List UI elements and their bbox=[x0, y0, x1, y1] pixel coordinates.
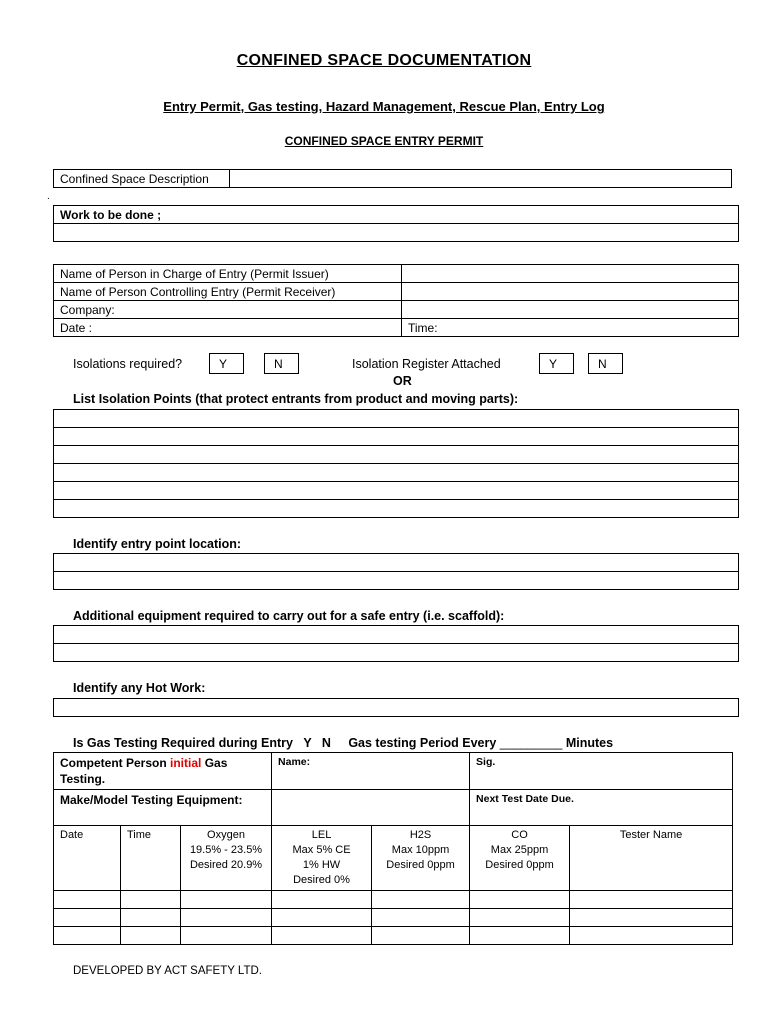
next-test-cell[interactable] bbox=[470, 790, 733, 826]
isolation-point-row[interactable] bbox=[54, 500, 739, 518]
entry-point-label: Identify entry point location: bbox=[73, 537, 242, 551]
col-time: Time bbox=[121, 826, 181, 891]
gas-cell[interactable] bbox=[470, 909, 570, 927]
co-max: Max 25ppm bbox=[490, 844, 549, 856]
isolation-point-row[interactable] bbox=[54, 410, 739, 428]
competent-name-cell[interactable] bbox=[272, 753, 470, 790]
gas-testing-question: Is Gas Testing Required during Entry bbox=[73, 736, 293, 750]
gas-cell[interactable] bbox=[181, 891, 272, 909]
space-description-field[interactable] bbox=[230, 170, 732, 188]
register-yes-box[interactable]: Y bbox=[539, 353, 574, 374]
company-field[interactable] bbox=[402, 301, 739, 319]
gas-cell[interactable] bbox=[372, 927, 470, 945]
gas-testing-table bbox=[53, 752, 733, 945]
competent-label-b: Gas Testing. bbox=[60, 756, 228, 786]
gas-period-blank[interactable]: _________ bbox=[499, 736, 563, 750]
co-desired: Desired 0ppm bbox=[485, 859, 554, 871]
h2s-max: Max 10ppm bbox=[391, 844, 450, 856]
footer-text: DEVELOPED BY ACT SAFETY LTD. bbox=[73, 965, 262, 977]
gas-cell[interactable] bbox=[272, 909, 372, 927]
oxygen-desired: Desired 20.9% bbox=[189, 859, 263, 871]
work-table bbox=[53, 205, 739, 242]
gas-cell[interactable] bbox=[570, 909, 733, 927]
col-h2s bbox=[372, 826, 470, 891]
competent-label-a: Competent Person bbox=[60, 756, 171, 770]
work-label: Work to be done ; bbox=[54, 206, 739, 224]
date-label: Date : bbox=[54, 319, 402, 337]
isolation-point-row[interactable] bbox=[54, 482, 739, 500]
issuer-field[interactable] bbox=[402, 265, 739, 283]
company-label: Company: bbox=[54, 301, 402, 319]
gas-cell[interactable] bbox=[570, 891, 733, 909]
h2s-header: H2S bbox=[409, 829, 432, 841]
hot-work-label: Identify any Hot Work: bbox=[73, 681, 206, 695]
stray-dot: . bbox=[47, 191, 50, 202]
oxygen-range: 19.5% - 23.5% bbox=[189, 844, 263, 856]
isolation-points-label: List Isolation Points (that protect entrants from product and moving parts): bbox=[73, 392, 519, 406]
gas-cell[interactable] bbox=[181, 927, 272, 945]
document-title: CONFINED SPACE DOCUMENTATION bbox=[236, 52, 532, 69]
co-header: CO bbox=[511, 829, 528, 841]
oxygen-header: Oxygen bbox=[207, 829, 245, 841]
lel-hw: 1% HW bbox=[302, 859, 341, 871]
gas-period-label: Gas testing Period Every bbox=[348, 736, 497, 750]
issuer-label: Name of Person in Charge of Entry (Permit Issuer) bbox=[54, 265, 402, 283]
gas-cell[interactable] bbox=[470, 891, 570, 909]
entry-point-row[interactable] bbox=[54, 572, 739, 590]
equipment-table bbox=[53, 625, 739, 662]
col-tester: Tester Name bbox=[570, 826, 733, 891]
gas-cell[interactable] bbox=[121, 927, 181, 945]
persons-table bbox=[53, 264, 739, 337]
name-label: Name: bbox=[278, 756, 311, 768]
isolation-register-label: Isolation Register Attached bbox=[352, 357, 501, 371]
make-model-field[interactable] bbox=[272, 790, 470, 826]
receiver-label: Name of Person Controlling Entry (Permit Receiver) bbox=[54, 283, 402, 301]
entry-point-table bbox=[53, 553, 739, 590]
competent-person-cell bbox=[54, 753, 272, 790]
gas-cell[interactable] bbox=[272, 927, 372, 945]
equipment-row[interactable] bbox=[54, 626, 739, 644]
gas-test-row bbox=[54, 927, 733, 945]
gas-cell[interactable] bbox=[54, 909, 121, 927]
h2s-desired: Desired 0ppm bbox=[386, 859, 455, 871]
gas-cell[interactable] bbox=[372, 891, 470, 909]
gas-testing-question-line bbox=[73, 736, 613, 750]
register-no-box[interactable]: N bbox=[588, 353, 623, 374]
competent-sig-cell[interactable] bbox=[470, 753, 733, 790]
isolation-point-row[interactable] bbox=[54, 428, 739, 446]
space-description-label: Confined Space Description bbox=[54, 170, 230, 188]
lel-desired: Desired 0% bbox=[293, 874, 350, 886]
gas-test-row bbox=[54, 891, 733, 909]
lel-max-ce: Max 5% CE bbox=[292, 844, 351, 856]
isolation-point-row[interactable] bbox=[54, 446, 739, 464]
next-test-label: Next Test Date Due. bbox=[476, 793, 574, 805]
isolations-yes-box[interactable]: Y bbox=[209, 353, 244, 374]
col-date: Date bbox=[54, 826, 121, 891]
col-oxygen bbox=[181, 826, 272, 891]
hot-work-table bbox=[53, 698, 739, 717]
sig-label: Sig. bbox=[476, 756, 496, 768]
minutes-label: Minutes bbox=[565, 736, 614, 750]
gas-cell[interactable] bbox=[121, 891, 181, 909]
col-lel bbox=[272, 826, 372, 891]
equipment-row[interactable] bbox=[54, 644, 739, 662]
hot-work-row[interactable] bbox=[54, 699, 739, 717]
make-model-label: Make/Model Testing Equipment: bbox=[54, 790, 272, 826]
gas-testing-yn[interactable]: Y N bbox=[303, 736, 331, 750]
gas-cell[interactable] bbox=[372, 909, 470, 927]
or-label: OR bbox=[393, 374, 412, 388]
gas-cell[interactable] bbox=[470, 927, 570, 945]
gas-cell[interactable] bbox=[272, 891, 372, 909]
isolation-point-row[interactable] bbox=[54, 464, 739, 482]
entry-point-row[interactable] bbox=[54, 554, 739, 572]
gas-cell[interactable] bbox=[121, 909, 181, 927]
document-subtitle: Entry Permit, Gas testing, Hazard Management, Rescue Plan, Entry Log bbox=[163, 99, 605, 114]
isolations-required-label: Isolations required? bbox=[73, 357, 183, 371]
equipment-label: Additional equipment required to carry out for a safe entry (i.e. scaffold): bbox=[73, 609, 505, 623]
gas-cell[interactable] bbox=[181, 909, 272, 927]
competent-label-initial: initial bbox=[170, 756, 202, 770]
lel-header: LEL bbox=[311, 829, 332, 841]
isolations-no-box[interactable]: N bbox=[264, 353, 299, 374]
gas-cell[interactable] bbox=[54, 891, 121, 909]
permit-title: CONFINED SPACE ENTRY PERMIT bbox=[284, 134, 484, 148]
work-field[interactable] bbox=[54, 224, 739, 242]
time-label[interactable]: Time: bbox=[402, 319, 739, 337]
gas-test-row bbox=[54, 909, 733, 927]
space-description-table bbox=[53, 169, 732, 188]
col-co bbox=[470, 826, 570, 891]
gas-cell[interactable] bbox=[570, 927, 733, 945]
isolation-points-table bbox=[53, 409, 739, 518]
gas-cell[interactable] bbox=[54, 927, 121, 945]
receiver-field[interactable] bbox=[402, 283, 739, 301]
